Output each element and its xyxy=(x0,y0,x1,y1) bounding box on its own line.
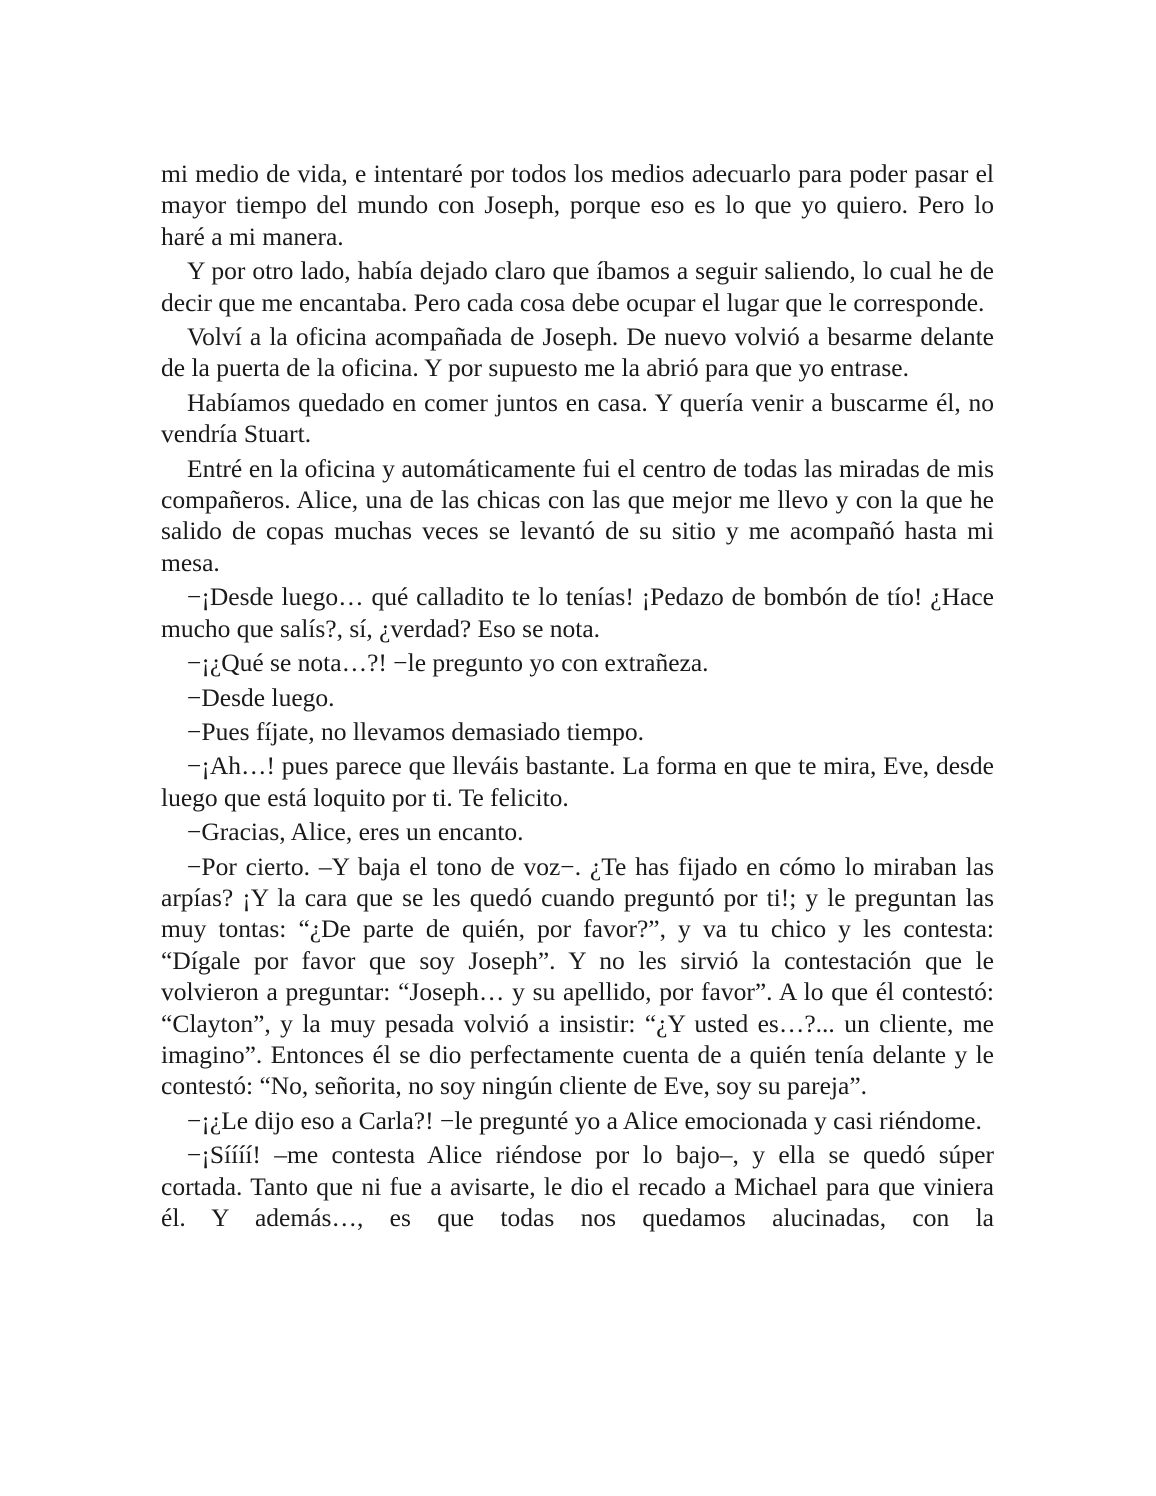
dialogue-line-continues: −¡Síííí! –me contesta Alice riéndose por lo bajo–, y ella se quedó súper cortada. Tanto que ni fue a avisarte, le dio el recado a Michael para que viniera él. Y además…, es que todas nos quedamos alucinadas, con la xyxy=(161,1140,994,1232)
dialogue-line: −Pues fíjate, no llevamos demasiado tiempo. xyxy=(187,716,644,746)
dialogue-line: −¡¿Le dijo eso a Carla?! −le pregunté yo a Alice emocionada y casi riéndome. xyxy=(187,1105,982,1135)
paragraph-continuation: mi medio de vida, e intentaré por todos los medios adecuarlo para poder pasar el mayor tiempo del mundo con Joseph, porque eso es lo que yo quiero. Pero lo haré a mi manera. xyxy=(161,159,994,251)
page-body-text xyxy=(161,158,994,1236)
dialogue-line: −Desde luego. xyxy=(187,682,335,712)
paragraph: Y por otro lado, había dejado claro que íbamos a seguir saliendo, lo cual he de decir que me encantaba. Pero cada cosa debe ocupar el lugar que le corresponde. xyxy=(161,256,994,317)
dialogue-line: −¡Desde luego… qué calladito te lo tenías! ¡Pedazo de bombón de tío! ¿Hace mucho que salís?, sí, ¿verdad? Eso se nota. xyxy=(161,582,994,643)
dialogue-line: −¡¿Qué se nota…?! −le pregunto yo con extrañeza. xyxy=(187,648,709,678)
dialogue-line: −Por cierto. –Y baja el tono de voz−. ¿Te has fijado en cómo lo miraban las arpías? ¡Y la cara que se les quedó cuando preguntó por ti!; y le preguntan las muy tontas: “¿De parte de quién, por favor?”, y va tu chico y les contesta: “Dígale por favor que soy Joseph”. Y no les sirvió la contestación que le volvieron a preguntar: “Joseph… y su apellido, por favor”. A lo que él contestó: “Clayton”, y la muy pesada volvió a insistir: “¿Y usted es…?... un cliente, me imagino”. Entonces él se dio perfectamente cuenta de a quién tenía delante y le contestó: “No, señorita, no soy ningún cliente de Eve, soy su pareja”. xyxy=(161,851,994,1101)
paragraph: Habíamos quedado en comer juntos en casa. Y quería venir a buscarme él, no vendría Stuart. xyxy=(161,387,994,449)
dialogue-line: −Gracias, Alice, eres un encanto. xyxy=(187,817,524,847)
paragraph: Volví a la oficina acompañada de Joseph. De nuevo volvió a besarme delante de la puerta de la oficina. Y por supuesto me la abrió para que yo entrase. xyxy=(161,322,994,383)
paragraph: Entré en la oficina y automáticamente fui el centro de todas las miradas de mis compañeros. Alice, una de las chicas con las que mejor me llevo y con la que he salido de copas muchas veces se levantó de su sitio y me acompañó hasta mi mesa. xyxy=(161,453,994,577)
dialogue-line: −¡Ah…! pues parece que lleváis bastante. La forma en que te mira, Eve, desde luego que está loquito por ti. Te felicito. xyxy=(161,751,994,812)
